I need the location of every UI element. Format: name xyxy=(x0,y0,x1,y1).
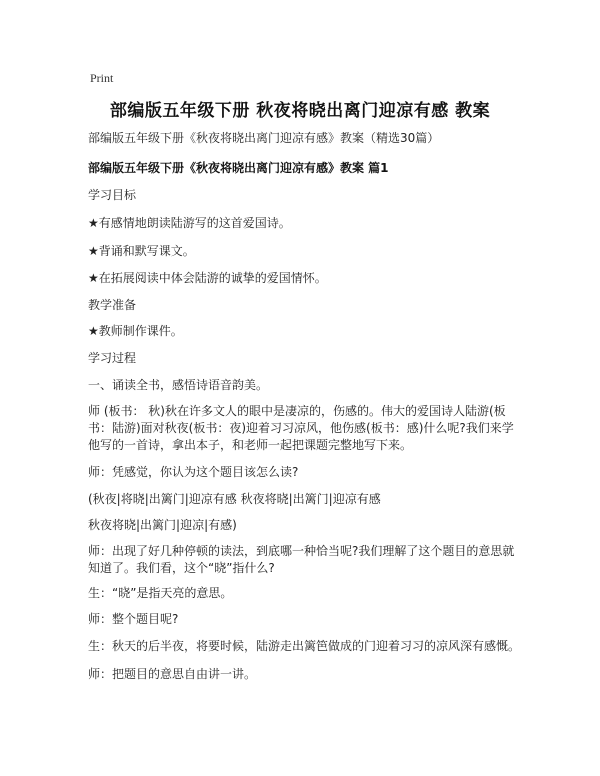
reading-variant: 秋夜将晓|出篱门|迎凉|有感) xyxy=(88,518,237,532)
preparation-heading: 教学准备 xyxy=(88,298,137,312)
learning-goals-heading: 学习目标 xyxy=(88,188,137,202)
preparation-item: ★教师制作课件。 xyxy=(88,324,183,338)
process-heading: 学习过程 xyxy=(88,351,137,365)
dialogue-paragraph: 师：把题目的意思自由讲一讲。 xyxy=(88,667,257,681)
document-title: 部编版五年级下册 秋夜将晓出离门迎凉有感 教案 xyxy=(109,101,491,121)
reading-variant: (秋夜|将晓|出篱门|迎凉有感 秋夜将晓|出篱门|迎凉有感 xyxy=(88,492,381,506)
document-subtitle: 部编版五年级下册《秋夜将晓出离门迎凉有感》教案（精选30篇） xyxy=(88,131,440,145)
step-heading: 一、诵读全书，感悟诗语音韵美。 xyxy=(88,378,269,392)
dialogue-paragraph: 生：秋天的后半夜，将要时候，陆游走出篱笆做成的门迎着习习的凉风深有感慨。 xyxy=(88,639,521,653)
dialogue-paragraph: 师：整个题目呢? xyxy=(88,612,179,626)
dialogue-paragraph: 生：“晓”是指天亮的意思。 xyxy=(88,586,233,600)
goal-item: ★背诵和默写课文。 xyxy=(88,244,195,258)
print-link[interactable]: Print xyxy=(90,71,114,85)
goal-item: ★有感情地朗读陆游写的这首爱国诗。 xyxy=(88,216,291,230)
dialogue-paragraph: 师：凭感觉，你认为这个题目该怎么读? xyxy=(88,465,299,479)
goal-item: ★在拓展阅读中体会陆游的诚挚的爱国情怀。 xyxy=(88,271,327,285)
dialogue-paragraph: 师 (板书： 秋)秋在许多文人的眼中是凄凉的，伤感的。伟大的爱国诗人陆游(板书：陆游)面对秋夜(板书：夜)迎着习习凉风，他伤感(板书：感)什么呢?我们来学他写的一首诗，拿出本子，和老师一起把课题完整地写下来。 xyxy=(88,404,514,452)
section-heading: 部编版五年级下册《秋夜将晓出离门迎凉有感》教案 篇1 xyxy=(88,161,389,175)
dialogue-paragraph: 师：出现了好几种停顿的读法，到底哪一种恰当呢?我们理解了这个题目的意思就知道了。我们看，这个“晓”指什么? xyxy=(88,544,515,575)
